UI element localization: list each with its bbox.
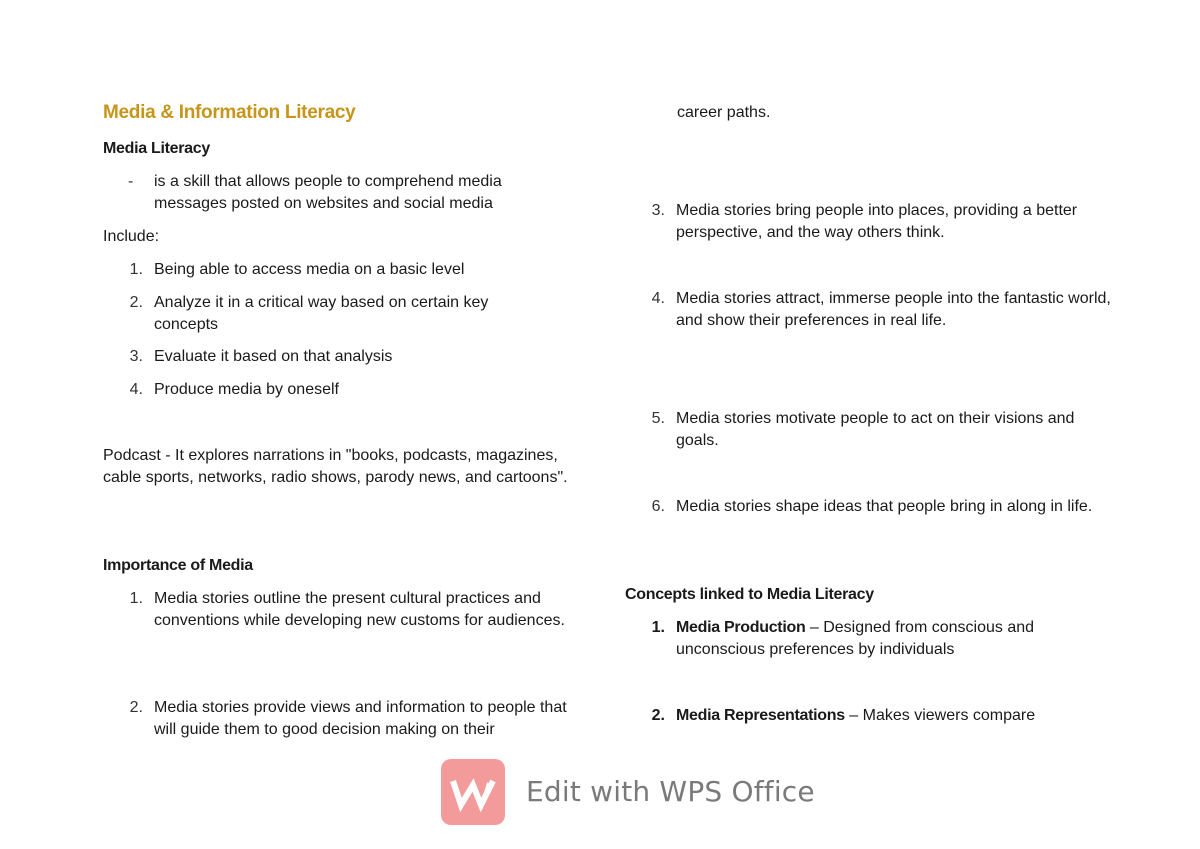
list-text <box>676 705 1096 727</box>
list-text <box>676 617 1076 660</box>
importance-heading: Importance of Media <box>103 557 253 574</box>
list-number: 2. <box>129 294 143 311</box>
list-text: Media stories outline the present cultural practices and conventions while developing new customs for audiences. <box>154 590 565 629</box>
document-title: Media & Information Literacy <box>103 102 356 123</box>
include-label: Include: <box>103 228 160 245</box>
list-text: Being able to access media on a basic level <box>154 261 465 278</box>
list-text: Produce media by oneself <box>154 381 339 398</box>
bullet-dash: - <box>128 173 134 190</box>
list-number: 1. <box>651 619 665 636</box>
list-text: Media stories attract, immerse people into the fantastic world, and show their preferences in real life. <box>676 290 1111 329</box>
list-number: 1. <box>129 261 143 278</box>
list-number: 2. <box>129 699 143 716</box>
concepts-heading: Concepts linked to Media Literacy <box>625 586 874 603</box>
concept-description: – Makes viewers compare <box>844 707 1036 724</box>
list-number: 6. <box>651 498 665 515</box>
list-number: 3. <box>651 202 665 219</box>
watermark-text: Edit with WPS Office <box>526 775 815 808</box>
list-text: Evaluate it based on that analysis <box>154 348 393 365</box>
list-text: Media stories motivate people to act on their visions and goals. <box>676 410 1075 449</box>
list-number: 1. <box>129 590 143 607</box>
list-number: 5. <box>651 410 665 427</box>
wps-logo-icon <box>441 759 505 825</box>
list-number: 3. <box>129 348 143 365</box>
continued-text: career paths. <box>677 104 771 121</box>
list-number: 2. <box>651 707 665 724</box>
list-text: Media stories provide views and information to people that will guide them to good decision making on their <box>154 699 567 738</box>
list-text: Media stories bring people into places, providing a better perspective, and the way others think. <box>676 202 1078 241</box>
list-text: Analyze it in a critical way based on certain key concepts <box>154 294 489 333</box>
list-number: 4. <box>129 381 143 398</box>
concept-term: Media Production <box>676 619 806 636</box>
concept-term: Media Representations <box>676 707 845 724</box>
podcast-paragraph: Podcast - It explores narrations in "books, podcasts, magazines, cable sports, networks, radio shows, parody news, and cartoons". <box>103 447 568 486</box>
concept-description: – Designed from conscious and unconscious preferences by individuals <box>676 619 1035 658</box>
media-literacy-heading: Media Literacy <box>103 140 210 157</box>
list-text: Media stories shape ideas that people bring in along in life. <box>676 498 1093 515</box>
list-number: 4. <box>651 290 665 307</box>
definition-text: is a skill that allows people to comprehend media messages posted on websites and social media <box>154 173 502 212</box>
